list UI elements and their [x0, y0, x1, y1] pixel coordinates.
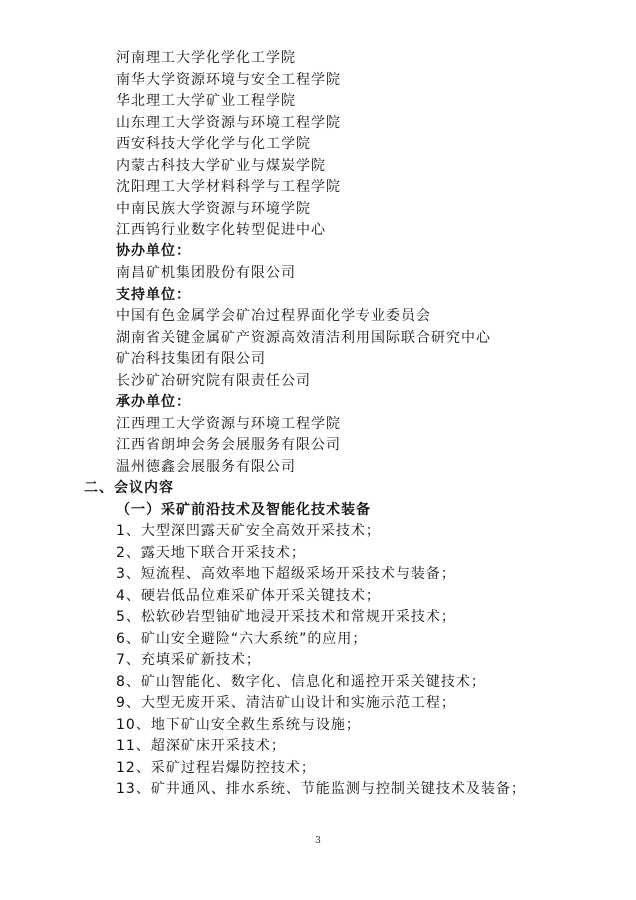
organizer-item: 内蒙古科技大学矿业与煤炭学院 [116, 158, 326, 174]
content-item: 10、地下矿山安全救生系统与设施； [116, 717, 361, 733]
content-item: 13、矿井通风、排水系统、节能监测与控制关键技术及装备； [116, 781, 526, 797]
co-organizer-heading: 协办单位： [116, 243, 191, 259]
content-item: 11、超深矿床开采技术； [116, 738, 286, 754]
content-item: 6、矿山安全避险“六大系统”的应用； [116, 631, 368, 647]
organizer-item: 河南理工大学化学化工学院 [116, 50, 296, 66]
organizer-item: 江西钨行业数字化转型促进中心 [116, 222, 326, 238]
supporter-item: 中国有色金属学会矿冶过程界面化学专业委员会 [116, 308, 431, 324]
organizer-item: 南华大学资源环境与安全工程学院 [116, 72, 341, 88]
organizer-item: 山东理工大学资源与环境工程学院 [116, 115, 341, 131]
organizer-item: 华北理工大学矿业工程学院 [116, 93, 296, 109]
co-organizer-item: 南昌矿机集团股份有限公司 [116, 265, 296, 281]
content-item: 4、硬岩低品位难采矿体开采关键技术； [116, 588, 381, 604]
supporter-item: 湖南省关键金属矿产资源高效清洁利用国际联合研究中心 [116, 330, 491, 346]
section-heading: 二、会议内容 [84, 480, 174, 496]
supporters-heading: 支持单位： [116, 287, 191, 303]
content-item: 8、矿山智能化、数字化、信息化和遥控开采关键技术； [116, 674, 486, 690]
supporter-item: 矿冶科技集团有限公司 [116, 351, 266, 367]
content-item: 2、露天地下联合开采技术； [116, 545, 306, 561]
page-number: 3 [315, 836, 321, 846]
organizer-item: 西安科技大学化学与化工学院 [116, 136, 311, 152]
content-item: 3、短流程、高效率地下超级采场开采技术与装备； [116, 566, 456, 582]
undertakers-heading: 承办单位： [116, 394, 191, 410]
organizer-item: 中南民族大学资源与环境学院 [116, 201, 311, 217]
undertaker-item: 温州德鑫会展服务有限公司 [116, 459, 296, 475]
supporter-item: 长沙矿冶研究院有限责任公司 [116, 373, 311, 389]
organizer-item: 沈阳理工大学材料科学与工程学院 [116, 179, 341, 195]
content-item: 12、采矿过程岩爆防控技术； [116, 760, 316, 776]
undertaker-item: 江西理工大学资源与环境工程学院 [116, 416, 341, 432]
content-item: 9、大型无废开采、清洁矿山设计和实施示范工程； [116, 695, 456, 711]
content-item: 7、充填采矿新技术； [116, 652, 261, 668]
content-item: 1、大型深凹露天矿安全高效开采技术； [116, 523, 381, 539]
undertaker-item: 江西省朗坤会务会展服务有限公司 [116, 437, 341, 453]
section-subheading: （一）采矿前沿技术及智能化技术装备 [116, 502, 371, 518]
content-item: 5、松软砂岩型铀矿地浸开采技术和常规开采技术； [116, 609, 456, 625]
